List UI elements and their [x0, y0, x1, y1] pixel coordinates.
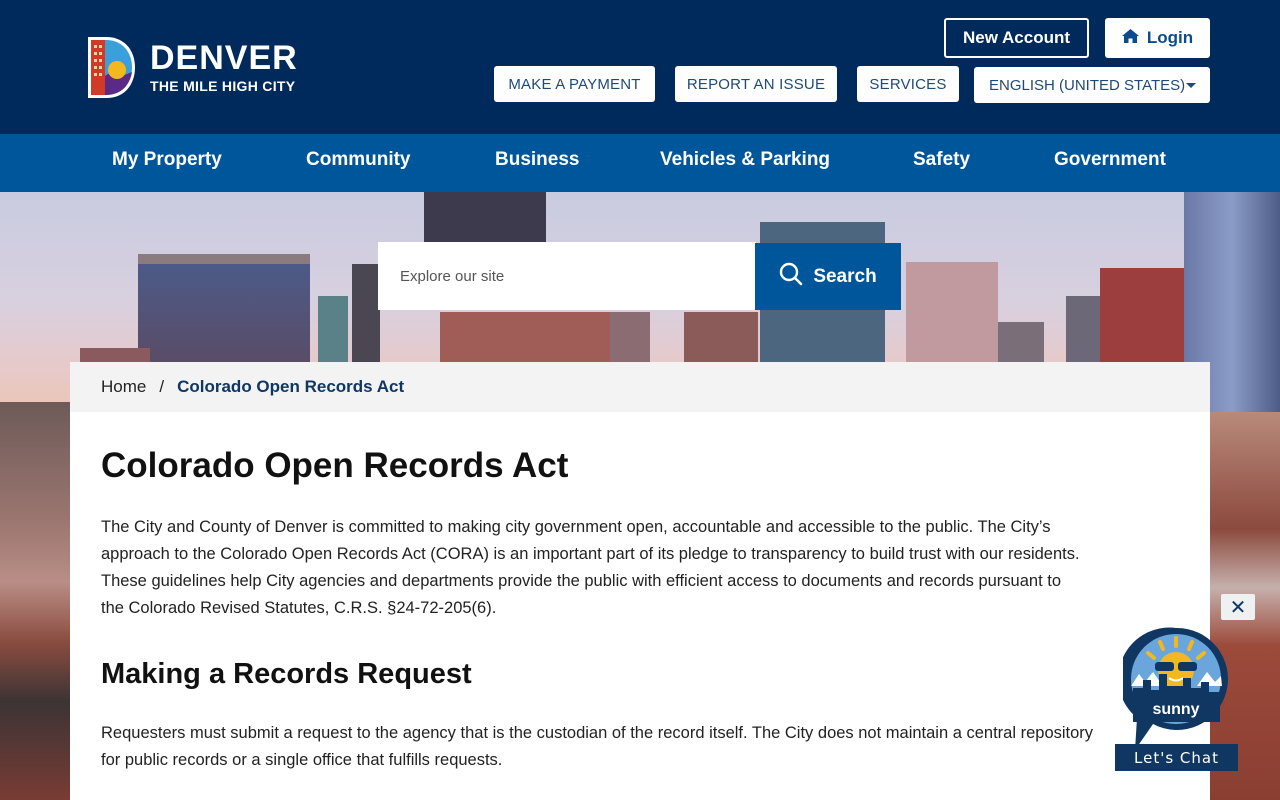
intro-line: The City and County of Denver is committed to making city government open, accountable and accessible to the public. The City’s	[101, 518, 1051, 536]
intro-line: the Colorado Revised Statutes, C.R.S. §24-72-205(6).	[101, 599, 497, 617]
section-line: for public records or a single office that fulfills requests.	[101, 751, 503, 769]
breadcrumb-home-link[interactable]: Home	[101, 377, 147, 396]
report-an-issue-button[interactable]: REPORT AN ISSUE	[675, 66, 837, 102]
nav-item-vehicles-parking[interactable]: Vehicles & Parking	[660, 149, 831, 170]
services-button[interactable]: SERVICES	[857, 66, 959, 102]
make-a-payment-button[interactable]: MAKE A PAYMENT	[494, 66, 655, 102]
logo-title: DENVER	[150, 39, 298, 77]
language-select[interactable]	[974, 67, 1210, 103]
nav-item-my-property[interactable]: My Property	[112, 149, 222, 170]
login-button[interactable]	[1105, 18, 1210, 58]
search-button[interactable]	[755, 243, 901, 310]
new-account-button[interactable]: New Account	[944, 18, 1089, 58]
intro-paragraph	[101, 514, 1171, 622]
intro-line: approach to the Colorado Open Records Act (CORA) is an important part of its pledge to transparency to build trust with our residents.	[101, 545, 1080, 563]
records-request-paragraph	[101, 720, 1171, 774]
search-icon	[779, 262, 803, 292]
sunny-chatbot-badge[interactable]	[1123, 626, 1229, 732]
site-search-input[interactable]	[378, 242, 756, 310]
section-line: Requesters must submit a request to the agency that is the custodian of the record itself. The City does not maintain a central repository	[101, 724, 1094, 742]
sunny-label: sunny	[1152, 701, 1200, 718]
nav-item-community[interactable]: Community	[306, 149, 411, 170]
logo-subtitle: THE MILE HIGH CITY	[150, 78, 296, 94]
language-selected: ENGLISH (UNITED STATES)	[989, 76, 1186, 94]
site-header	[0, 0, 1280, 134]
breadcrumb-current: Colorado Open Records Act	[177, 377, 405, 396]
caret-down-icon	[1186, 83, 1196, 88]
page-title: Colorado Open Records Act	[101, 446, 569, 485]
nav-item-government[interactable]: Government	[1054, 149, 1166, 170]
main-content	[70, 362, 1210, 800]
intro-line: These guidelines help City agencies and departments provide the public with efficient access to documents and records pursuant to	[101, 572, 1062, 590]
denver-d-logo-icon	[86, 36, 136, 99]
section-heading-records-request: Making a Records Request	[101, 658, 472, 690]
breadcrumb-separator: /	[159, 377, 165, 396]
nav-item-business[interactable]: Business	[495, 149, 580, 170]
chat-close-button[interactable]	[1221, 594, 1255, 620]
close-icon: ✕	[1229, 596, 1247, 619]
breadcrumb	[70, 362, 1210, 412]
nav-item-safety[interactable]: Safety	[913, 149, 971, 170]
search-placeholder: Explore our site	[400, 267, 505, 285]
denver-logo[interactable]	[86, 36, 298, 99]
lets-chat-button[interactable]: Let's Chat	[1115, 744, 1238, 771]
main-nav	[0, 134, 1280, 192]
search-button-label: Search	[813, 265, 877, 287]
home-icon	[1122, 28, 1139, 48]
login-label: Login	[1146, 28, 1194, 47]
